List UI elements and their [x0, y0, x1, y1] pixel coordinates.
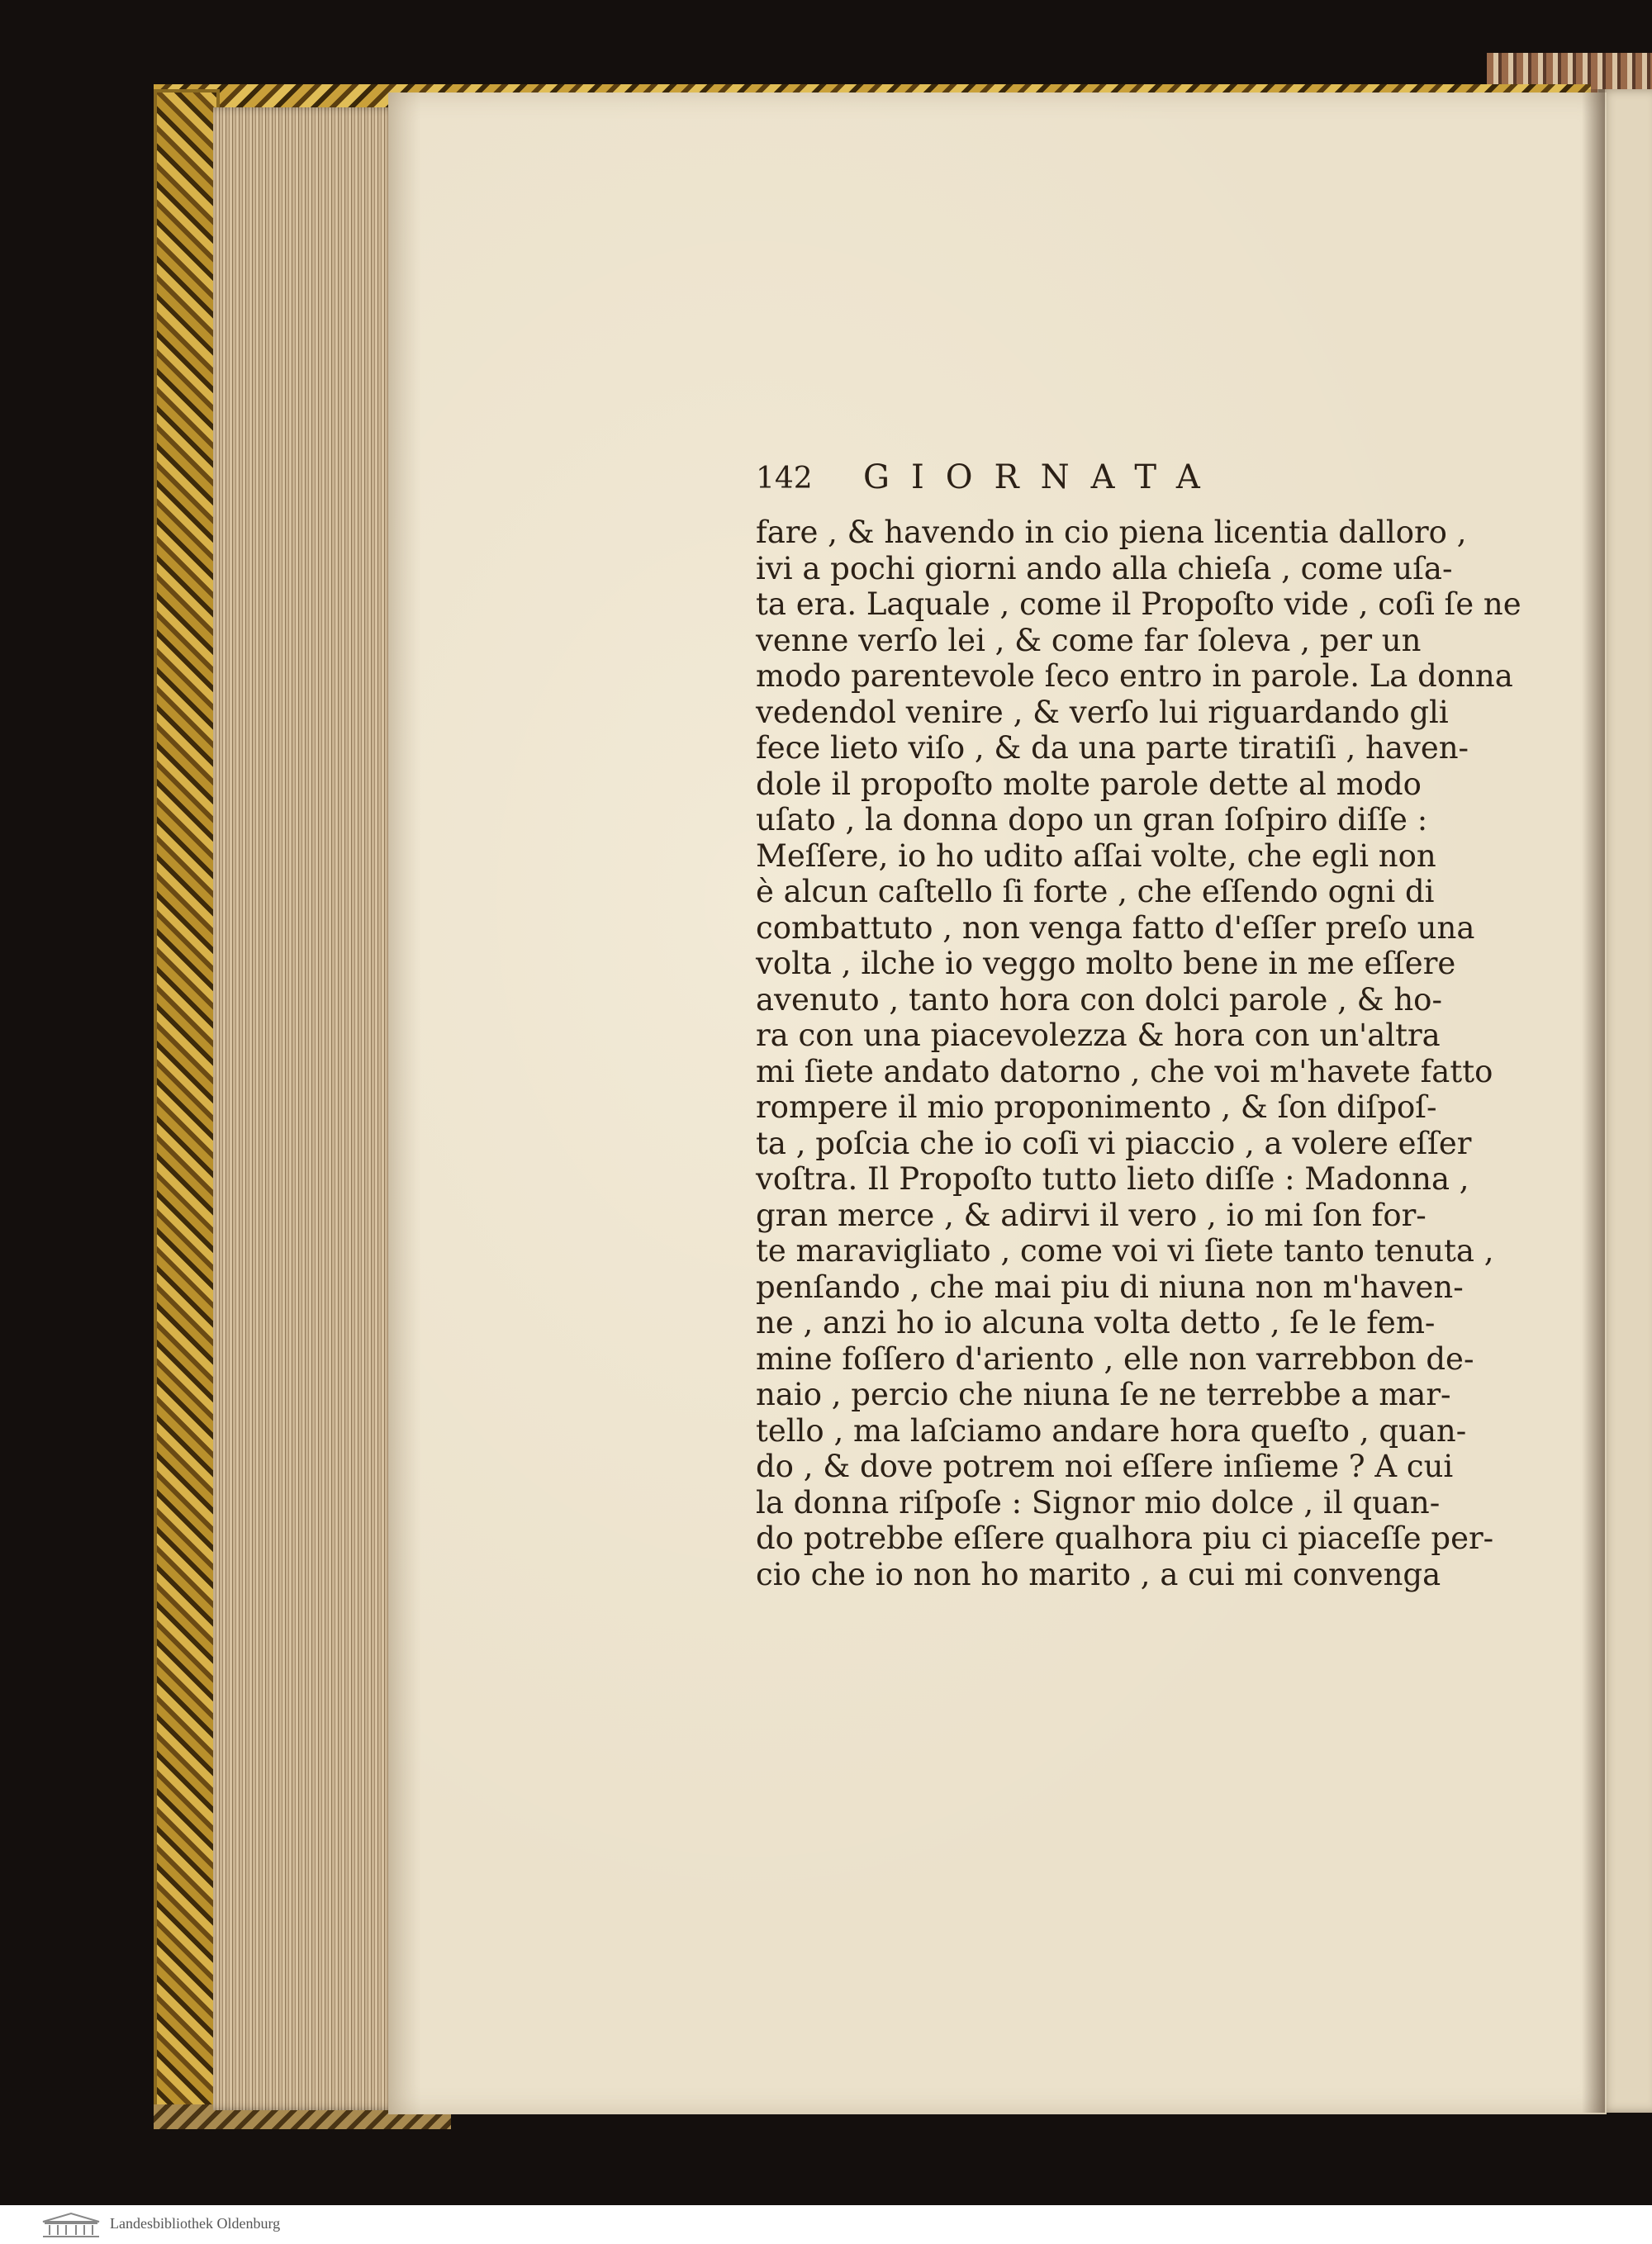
text-line: penſando , che mai piu di niuna non m'haven-	[756, 1269, 1464, 1305]
running-head-title: GIORNATA	[863, 458, 1222, 496]
text-line: ta era. Laquale , come il Propoſto vide , coſi ſe ne	[756, 586, 1521, 622]
gutter-shadow	[1582, 89, 1605, 2113]
text-line: vedendol venire , & verſo lui riguardando gli	[756, 694, 1449, 730]
text-line: ne , anzi ho io alcuna volta detto , ſe le fem-	[756, 1305, 1436, 1340]
text-line: è alcun caſtello ſi forte , che eſſendo ogni di	[756, 874, 1435, 909]
library-building-icon	[41, 2212, 101, 2238]
library-footer	[0, 2205, 1652, 2244]
text-line: ta , poſcia che io coſi vi piaccio , a volere eſſer	[756, 1125, 1472, 1161]
text-line: Meſſere, io ho udito aſſai volte, che egli non	[756, 837, 1436, 874]
text-line: combattuto , non venga fatto d'eſſer preſo una	[756, 909, 1475, 946]
body-text	[756, 515, 1521, 1592]
text-line: volta , ilche io veggo molto bene in me eſſere	[756, 946, 1456, 981]
text-line: mi ſiete andato datorno , che voi m'havete fatto	[756, 1053, 1493, 1089]
page-number: 142	[756, 462, 813, 496]
text-block	[756, 458, 1521, 1592]
text-line: ra con una piacevolezza & hora con un'altra	[756, 1018, 1441, 1053]
text-line: do potrebbe eſſere qualhora piu ci piaceſſe per-	[756, 1521, 1494, 1556]
text-line: venne verſo lei , & come far ſoleva , per un	[756, 622, 1422, 658]
text-line: ivi a pochi giorni ando alla chieſa , come uſa-	[756, 550, 1453, 586]
text-line: fare , & havendo in cio piena licentia dalloro ,	[756, 515, 1467, 550]
text-line: uſato , la donna dopo un gran ſoſpiro diſſe :	[756, 802, 1428, 837]
library-name: Landesbibliothek Oldenburg	[110, 2215, 281, 2232]
text-line: cio che io non ho marito , a cui mi convenga	[756, 1556, 1441, 1592]
text-line: gran merce , & adirvi il vero , io mi ſon for-	[756, 1197, 1427, 1233]
page-edges	[213, 107, 411, 2110]
text-line: do , & dove potrem noi eſſere inſieme ? A cui	[756, 1449, 1454, 1484]
text-line: voſtra. Il Propoſto tutto lieto diſſe : Madonna ,	[756, 1161, 1469, 1197]
text-line: avenuto , tanto hora con dolci parole , & ho-	[756, 981, 1442, 1018]
text-line: dole il propoſto molte parole dette al modo	[756, 766, 1422, 802]
text-line: modo parentevole ſeco entro in parole. La donna	[756, 658, 1513, 694]
gilt-border-left	[154, 89, 220, 2121]
text-line: te maravigliato , come voi vi ſiete tanto tenuta ,	[756, 1233, 1494, 1269]
text-line: tello , ma laſciamo andare hora queſto , quan-	[756, 1412, 1467, 1449]
text-line: mine foſſero d'ariento , elle non varrebbon de-	[756, 1340, 1474, 1377]
text-line: la donna riſpoſe : Signor mio dolce , il quan-	[756, 1484, 1441, 1521]
text-line: naio , percio che niuna ſe ne terrebbe a mar-	[756, 1377, 1451, 1412]
running-head	[756, 458, 1421, 510]
text-line: rompere il mio proponimento , & ſon diſpoſ-	[756, 1089, 1437, 1125]
text-line: fece lieto viſo , & da una parte tiratiſi , haven-	[756, 730, 1469, 766]
